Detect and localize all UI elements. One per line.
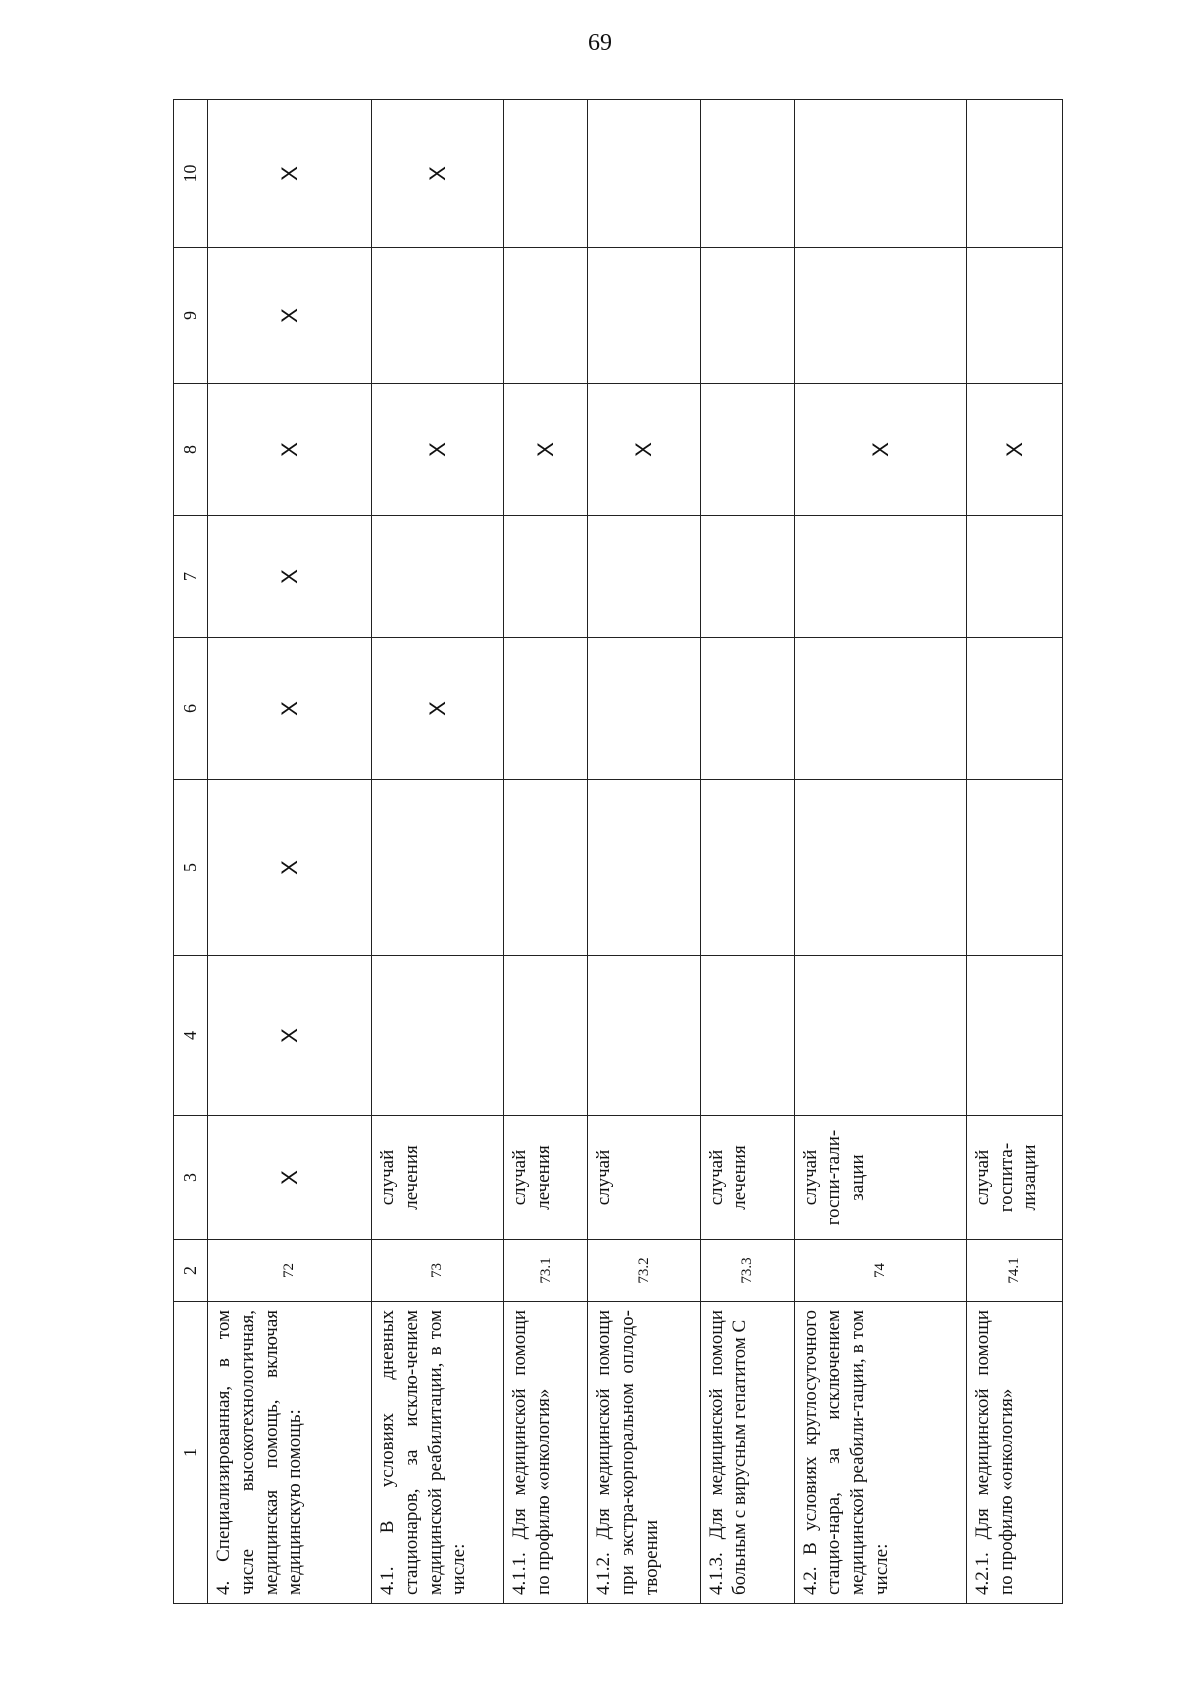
table-cell: [794, 248, 966, 384]
table-cell: [504, 248, 588, 384]
table-cell: [700, 384, 794, 516]
table-cell: [372, 780, 504, 956]
table-cell: [700, 248, 794, 384]
table-row: [372, 100, 504, 1604]
column-header: 5: [174, 780, 208, 956]
column-header: 9: [174, 248, 208, 384]
table-cell: [794, 516, 966, 638]
row-name: 4.2. В условиях круглосуточного стацио-нара, за исключением медицинской реабили-тации, в том числе:: [794, 1302, 966, 1604]
column-header: 4: [174, 956, 208, 1116]
row-code: 74.1: [966, 1240, 1062, 1302]
row-unit: случай госпи-тали-зации: [794, 1116, 966, 1240]
table-cell: [966, 516, 1062, 638]
row-unit: случай госпита-лизации: [966, 1116, 1062, 1240]
table-row: [700, 100, 794, 1604]
table-cell: [794, 638, 966, 780]
row-name: 4.1.3. Для медицинской помощи больным с вирусным гепатитом С: [700, 1302, 794, 1604]
rotated-table-frame: [173, 100, 1063, 1604]
row-code: 73: [372, 1240, 504, 1302]
table-cell: [588, 780, 700, 956]
table-cell: X: [208, 516, 372, 638]
table-cell: X: [588, 384, 700, 516]
row-code: 73.3: [700, 1240, 794, 1302]
table-cell: [588, 516, 700, 638]
table-cell: [700, 780, 794, 956]
table-cell: [700, 516, 794, 638]
column-header: 3: [174, 1116, 208, 1240]
table-cell: [700, 956, 794, 1116]
row-name: 4.1.1. Для медицинской помощи по профилю «онкология»: [504, 1302, 588, 1604]
row-code: 74: [794, 1240, 966, 1302]
rotated-table: [173, 100, 1063, 1604]
row-code: 73.2: [588, 1240, 700, 1302]
row-unit: случай лечения: [700, 1116, 794, 1240]
data-table: [173, 99, 1063, 1604]
row-name: 4. Специализированная, в том числе высокотехнологичная, медицинская помощь, включая медицинскую помощь:: [208, 1302, 372, 1604]
table-cell: X: [208, 100, 372, 248]
column-header: 6: [174, 638, 208, 780]
table-cell: X: [794, 384, 966, 516]
column-header: 7: [174, 516, 208, 638]
table-cell: X: [208, 956, 372, 1116]
table-cell: X: [372, 384, 504, 516]
column-header: 8: [174, 384, 208, 516]
table-cell: [966, 638, 1062, 780]
table-cell: X: [966, 384, 1062, 516]
column-header: 2: [174, 1240, 208, 1302]
column-header: 10: [174, 100, 208, 248]
table-cell: [794, 956, 966, 1116]
table-cell: [504, 956, 588, 1116]
page-number: 69: [588, 30, 612, 56]
row-unit: случай лечения: [372, 1116, 504, 1240]
table-cell: [588, 638, 700, 780]
table-cell: X: [208, 384, 372, 516]
table-cell: [504, 638, 588, 780]
table-cell: X: [208, 638, 372, 780]
table-cell: [700, 638, 794, 780]
table-cell: [372, 248, 504, 384]
column-header: 1: [174, 1302, 208, 1604]
table-cell: X: [208, 780, 372, 956]
table-cell: [504, 516, 588, 638]
row-name: 4.1.2. Для медицинской помощи при экстра-корпоральном оплодо-творении: [588, 1302, 700, 1604]
table-cell: [794, 780, 966, 956]
table-cell: [966, 780, 1062, 956]
table-cell: [372, 516, 504, 638]
table-cell: X: [372, 100, 504, 248]
table-cell: [966, 956, 1062, 1116]
row-unit: X: [208, 1116, 372, 1240]
row-unit: случай лечения: [504, 1116, 588, 1240]
table-cell: [794, 100, 966, 248]
row-name: 4.2.1. Для медицинской помощи по профилю «онкология»: [966, 1302, 1062, 1604]
row-code: 72: [208, 1240, 372, 1302]
table-cell: [966, 248, 1062, 384]
table-cell: [588, 100, 700, 248]
header-row: [174, 100, 208, 1604]
table-cell: [700, 100, 794, 248]
table-cell: [372, 956, 504, 1116]
table-cell: X: [208, 248, 372, 384]
row-code: 73.1: [504, 1240, 588, 1302]
table-cell: [966, 100, 1062, 248]
table-row: [966, 100, 1062, 1604]
table-cell: X: [504, 384, 588, 516]
row-name: 4.1. В условиях дневных стационаров, за исклю-чением медицинской реабилитации, в том числе:: [372, 1302, 504, 1604]
table-cell: [504, 780, 588, 956]
table-row: [504, 100, 588, 1604]
table-cell: [588, 956, 700, 1116]
row-unit: случай: [588, 1116, 700, 1240]
table-row: [794, 100, 966, 1604]
table-cell: X: [372, 638, 504, 780]
table-row: [588, 100, 700, 1604]
table-cell: [504, 100, 588, 248]
table-row: [208, 100, 372, 1604]
table-cell: [588, 248, 700, 384]
